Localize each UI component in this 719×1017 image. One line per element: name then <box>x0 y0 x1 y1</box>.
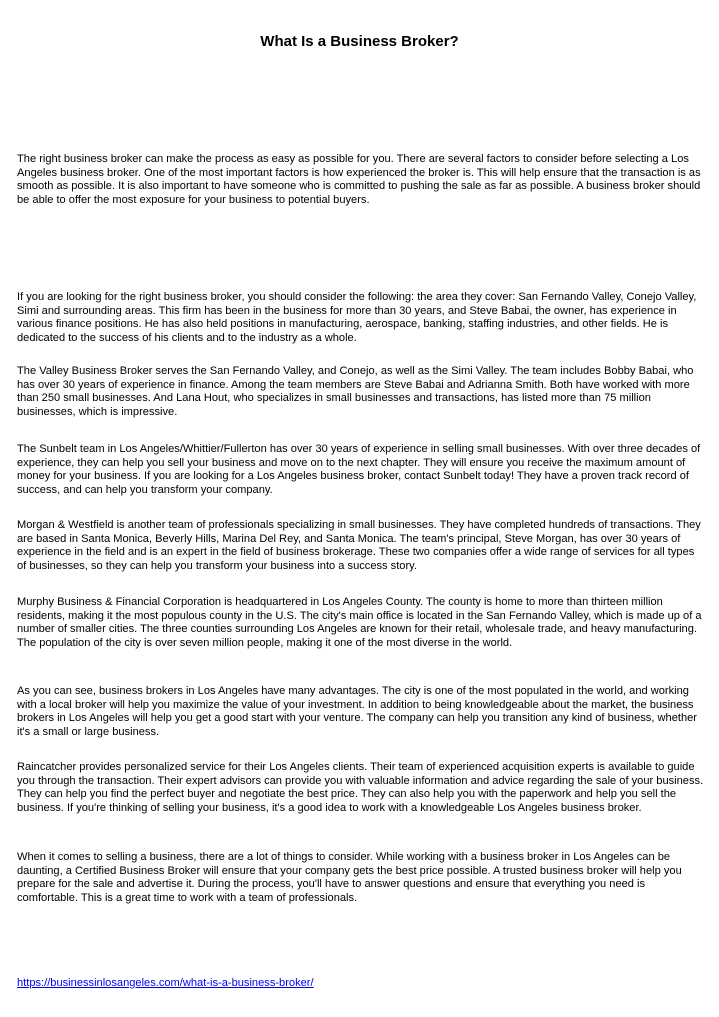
paragraph-morgan-westfield: Morgan & Westfield is another team of professionals specializing in small businesses. They have completed hundreds of transactions. They are based in Santa Monica, Beverly Hills, Marina Del Rey, and Santa Monica. The team's principal, Steve Morgan, has over 30 years of experience in the field and is an expert in the field of business brokerage. These two companies offer a wide range of services for all types of businesses, so they can help you transform your business into a success story. <box>17 519 701 572</box>
paragraph-area-coverage: If you are looking for the right business broker, you should consider the following: the area they cover: San Fernando Valley, Conejo Valley, Simi and surrounding areas. This firm has been in the business for more than 30 years, and Steve Babai, the owner, has experience in various finance positions. He has also held positions in manufacturing, aerospace, banking, staffing industries, and other fields. He is dedicated to the success of his clients and to the industry as a whole. <box>17 291 697 344</box>
source-link[interactable]: https://businessinlosangeles.com/what-is-a-business-broker/ <box>17 977 314 989</box>
paragraph-advantages: As you can see, business brokers in Los Angeles have many advantages. The city is one of the most populated in the world, and working with a local broker will help you maximize the value of your investment. In addition to being knowledgeable about the market, the business brokers in Los Angeles will help you get a good start with your venture. The company can help you transition any kind of business, whether it's a small or large business. <box>17 685 697 738</box>
page-title: What Is a Business Broker? <box>260 33 459 50</box>
paragraph-selling-business: When it comes to selling a business, there are a lot of things to consider. While working with a business broker in Los Angeles can be daunting, a Certified Business Broker will ensure that your company gets the best price possible. A trusted business broker will help you prepare for the sale and advertise it. During the process, you'll have to answer questions and ensure that everything you need is comfortable. This is a great time to work with a team of professionals. <box>17 851 682 904</box>
paragraph-intro: The right business broker can make the process as easy as possible for you. There are several factors to consider before selecting a Los Angeles business broker. One of the most important factors is how experienced the broker is. This will help ensure that the transaction is as smooth as possible. It is also important to have someone who is committed to pushing the sale as far as possible. A business broker should be able to offer the most exposure for your business to potential buyers. <box>17 153 701 206</box>
paragraph-sunbelt: The Sunbelt team in Los Angeles/Whittier/Fullerton has over 30 years of experience in selling small businesses. With over three decades of experience, they can help you sell your business and move on to the next chapter. They will ensure you receive the maximum amount of money for your business. If you are looking for a Los Angeles business broker, contact Sunbelt today! They have a proven track record of success, and can help you transform your company. <box>17 443 701 496</box>
paragraph-valley-business-broker: The Valley Business Broker serves the San Fernando Valley, and Conejo, as well as the Simi Valley. The team includes Bobby Babai, who has over 30 years of experience in finance. Among the team members are Steve Babai and Adrianna Smith. Both have worked with more than 250 small businesses. And Lana Hout, who specializes in small businesses and transactions, has listed more than 75 million businesses, which is impressive. <box>17 365 694 418</box>
paragraph-murphy-business: Murphy Business & Financial Corporation is headquartered in Los Angeles County. The county is home to more than thirteen million residents, making it the most populous county in the U.S. The city's main office is located in the San Fernando Valley, which is made up of a number of smaller cities. The three counties surrounding Los Angeles are known for their retail, wholesale trade, and heavy manufacturing. The population of the city is over seven million people, making it one of the most diverse in the world. <box>17 596 702 649</box>
paragraph-raincatcher: Raincatcher provides personalized service for their Los Angeles clients. Their team of experienced acquisition experts is available to guide you through the transaction. Their expert advisors can provide you with valuable information and advice regarding the sale of your business. They can help you find the perfect buyer and negotiate the best price. They can also help you with the paperwork and help you sell the business. If you're thinking of selling your business, it's a good idea to work with a knowledgeable Los Angeles business broker. <box>17 761 704 814</box>
